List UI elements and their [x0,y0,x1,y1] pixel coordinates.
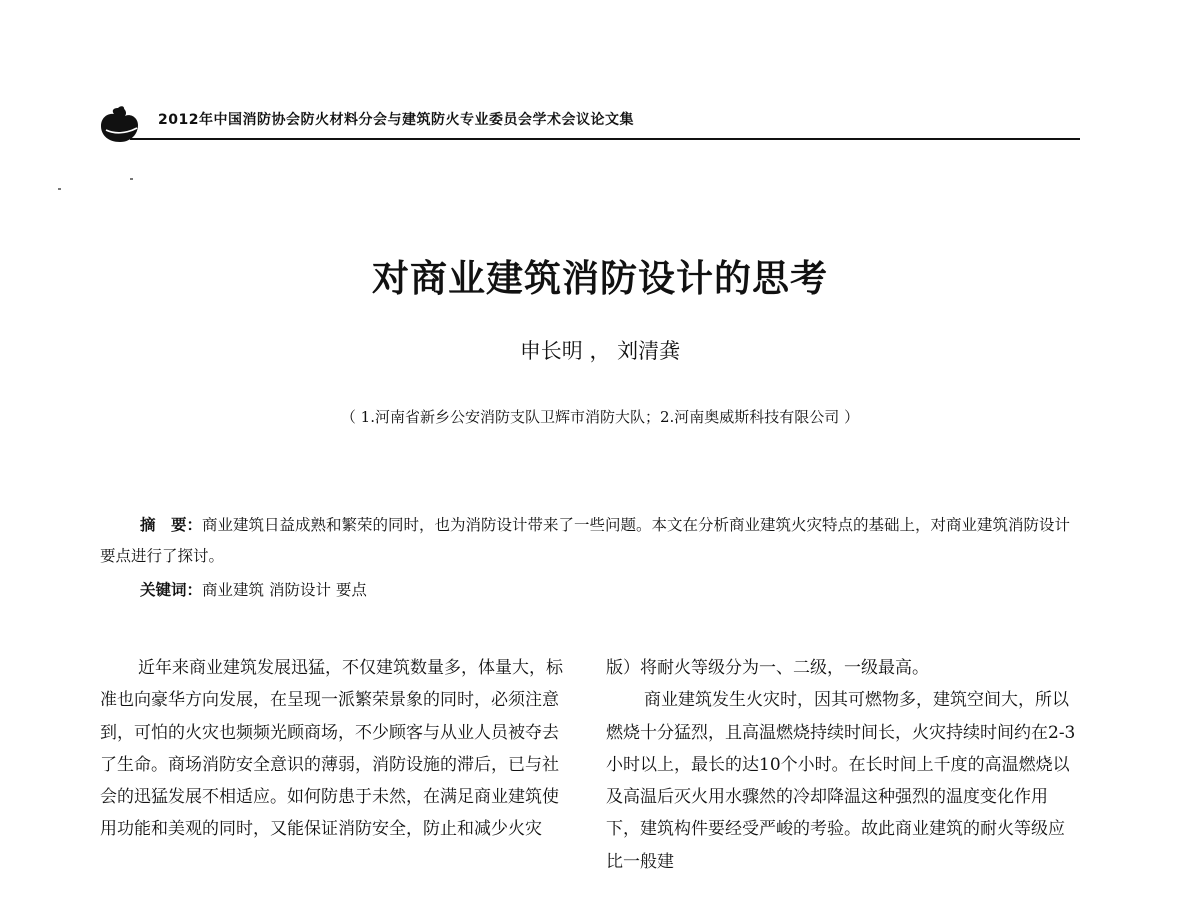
abstract-label: 摘 要： [140,516,203,534]
body-paragraph-continuation: 版）将耐火等级分为一、二级，一级最高。 [606,658,929,678]
paper-affiliations: （ 1.河南省新乡公安消防支队卫辉市消防大队；2.河南奥威斯科技有限公司 ） [340,408,860,426]
paper-authors: 申长明 ， 刘清龚 [519,339,681,363]
body-paragraph: 商业建筑发生火灾时，因其可燃物多，建筑空间大，所以燃烧十分猛烈，且高温燃烧持续时间长，火灾持续时间约在2-3小时以上，最长的达10个小时。在长时间上千度的高温燃烧以及高温后灭火用水骤然的冷却降温这种强烈的温度变化作用下，建筑构件要经受严峻的考验。故此商业建筑的耐火等级应比一般建 [606,690,1076,872]
abstract [100,510,1080,572]
header-rule [130,138,1080,140]
keywords-label: 关键词： [140,581,203,599]
keywords [140,578,367,600]
body-left-column [100,652,572,846]
paper-title: 对商业建筑消防设计的思考 [372,257,828,300]
abstract-text: 商业建筑日益成熟和繁荣的同时，也为消防设计带来了一些问题。本文在分析商业建筑火灾特点的基础上，对商业建筑消防设计要点进行了探讨。 [100,516,1071,565]
scan-speck [58,188,61,190]
proceedings-title: 2012年中国消防协会防火材料分会与建筑防火专业委员会学术会议论文集 [158,112,634,128]
keywords-text: 商业建筑 消防设计 要点 [202,581,367,599]
scan-speck [130,178,133,180]
body-right-column [606,652,1080,878]
body-paragraph: 近年来商业建筑发展迅猛，不仅建筑数量多，体量大，标准也向豪华方向发展，在呈现一派繁荣景象的同时，必须注意到，可怕的火灾也频频光顾商场，不少顾客与从业人员被夺去了生命。商场消防安全意识的薄弱，消防设施的滞后，已与社会的迅猛发展不相适应。如何防患于未然，在满足商业建筑使用功能和美观的同时，又能保证消防安全，防止和减少火灾 [100,658,563,840]
